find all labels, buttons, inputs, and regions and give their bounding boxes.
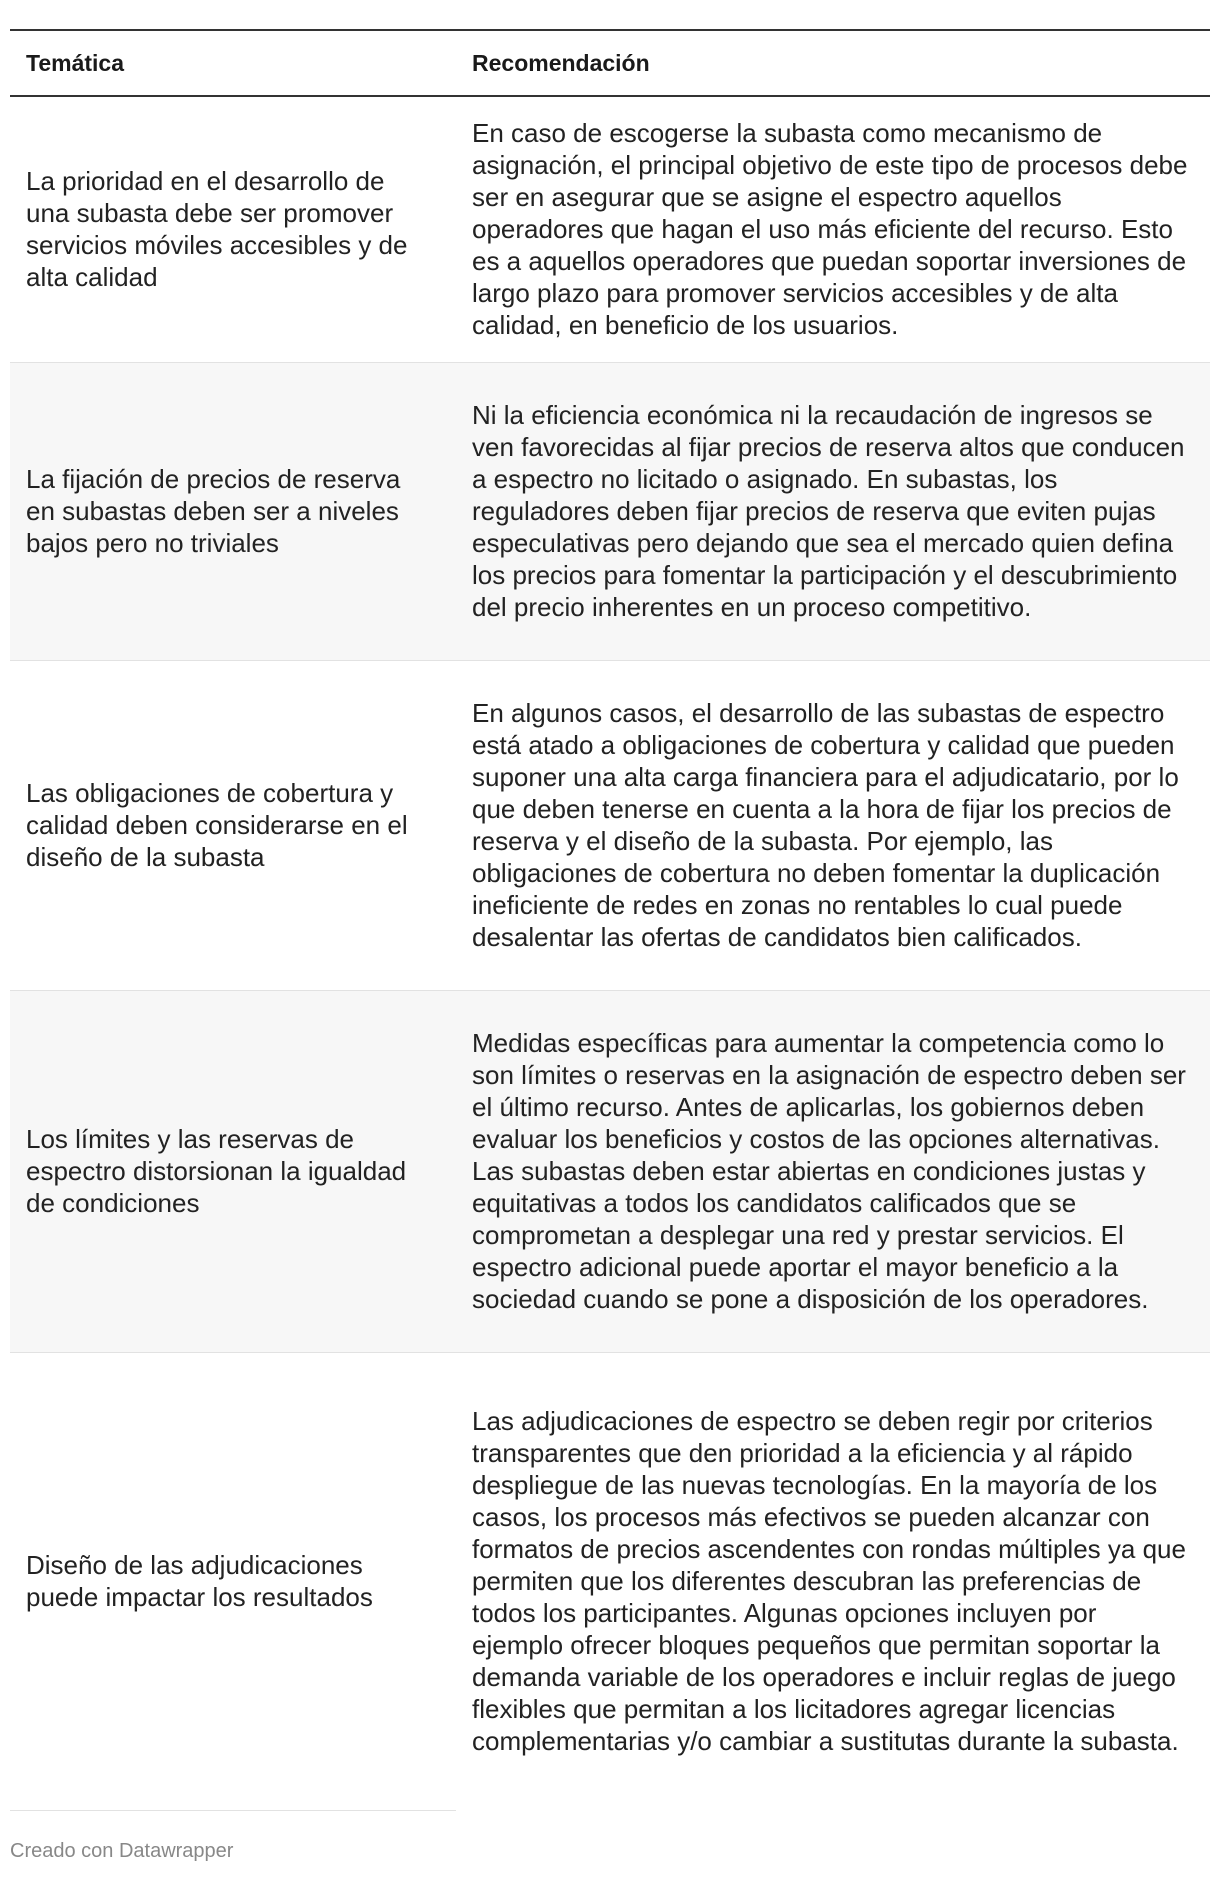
recommendations-table [10,29,1210,1811]
table-body [10,96,1210,1810]
datawrapper-credit[interactable]: Creado con Datawrapper [10,1840,234,1862]
table-row [10,96,1210,362]
topic-cell: La prioridad en el desarrollo de una subasta debe ser promover servicios móviles accesibles y de alta calidad [10,96,456,362]
table-row [10,660,1210,990]
recommendation-cell: En caso de escogerse la subasta como mecanismo de asignación, el principal objetivo de este tipo de procesos debe ser en asegurar que se asigne el espectro aquellos operadores que hagan el uso más eficiente del recurso. Esto es a aquellos operadores que puedan soportar inversiones de largo plazo para promover servicios accesibles y de alta calidad, en beneficio de los usuarios. [456,96,1210,362]
table-header [10,30,1210,96]
table-row [10,1352,1210,1810]
table-row [10,362,1210,660]
column-header-topic[interactable]: Temática [10,30,456,96]
recommendation-cell: En algunos casos, el desarrollo de las subastas de espectro está atado a obligaciones de cobertura y calidad que pueden suponer una alta carga financiera para el adjudicatario, por lo que deben tenerse en cuenta a la hora de fijar los precios de reserva y el diseño de la subasta. Por ejemplo, las obligaciones de cobertura no deben fomentar la duplicación ineficiente de redes en zonas no rentables lo cual puede desalentar las ofertas de candidatos bien calificados. [456,660,1210,990]
recommendation-cell: Las adjudicaciones de espectro se deben regir por criterios transparentes que den prioridad a la eficiencia y al rápido despliegue de las nuevas tecnologías. En la mayoría de los casos, los procesos más efectivos se pueden alcanzar con formatos de precios ascendentes con rondas múltiples ya que permiten que los diferentes descubran las preferencias de todos los participantes. Algunas opciones incluyen por ejemplo ofrecer bloques pequeños que permitan soportar la demanda variable de los operadores e incluir reglas de juego flexibles que permitan a los licitadores agregar licencias complementarias y/o cambiar a sustitutas durante la subasta. [472,1406,1186,1757]
recommendation-cell: Medidas específicas para aumentar la competencia como lo son límites o reservas en la asignación de espectro deben ser el último recurso. Antes de aplicarlas, los gobiernos deben evaluar los beneficios y costos de las opciones alternativas. Las subastas deben estar abiertas en condiciones justas y equitativas a todos los candidatos calificados que se comprometan a desplegar una red y prestar servicios. El espectro adicional puede aportar el mayor beneficio a la sociedad cuando se pone a disposición de los operadores. [456,990,1210,1352]
header-row [10,30,1210,96]
recommendation-cell: Ni la eficiencia económica ni la recaudación de ingresos se ven favorecidas al fijar precios de reserva altos que conducen a espectro no licitado o asignado. En subastas, los reguladores deben fijar precios de reserva que eviten pujas especulativas pero dejando que sea el mercado quien defina los precios para fomentar la participación y el descubrimiento del precio inherentes en un proceso competitivo. [456,362,1210,660]
topic-cell: Diseño de las adjudicaciones puede impactar los resultados [10,1352,456,1810]
topic-cell: Los límites y las reservas de espectro distorsionan la igualdad de condiciones [10,990,456,1352]
column-header-recommendation[interactable]: Recomendación [456,30,1210,96]
table-row [10,990,1210,1352]
recommendations-table-container [10,29,1210,1811]
topic-cell: La fijación de precios de reserva en subastas deben ser a niveles bajos pero no triviales [10,362,456,660]
topic-cell: Las obligaciones de cobertura y calidad deben considerarse en el diseño de la subasta [10,660,456,990]
